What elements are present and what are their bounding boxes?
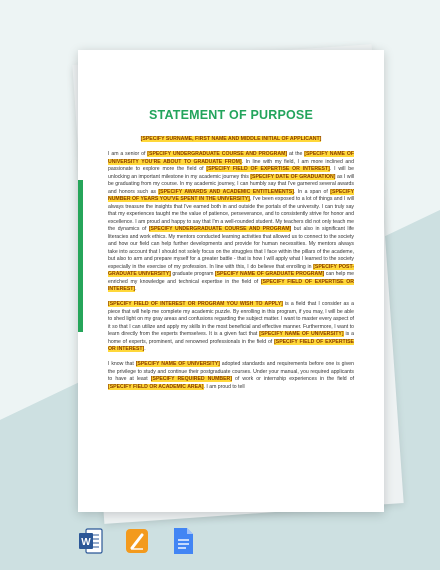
- body-text: at the: [287, 151, 305, 157]
- paragraph: [108, 301, 354, 354]
- placeholder-field: [SPECIFY DATE OF GRADUATION]: [250, 173, 336, 180]
- body-text: graduate program: [170, 271, 215, 277]
- app-icon-row: [78, 527, 196, 555]
- placeholder-field: [SPECIFY FIELD OF INTEREST OR PROGRAM YOU WISH TO APPLY]: [108, 301, 283, 307]
- body-text: as I will be graduating from my course. In my academic journey, I can humbly say that I've garnered several awards and honors such as: [108, 173, 355, 195]
- body-text: . In line with my field, I am more inclined and passionate to explore more the field of: [108, 158, 354, 172]
- document-page: [78, 50, 384, 512]
- placeholder-field: [SPECIFY NAME OF UNIVERSITY]: [135, 361, 220, 367]
- body-text: can help me enriched my knowledge and technical expertise in the field of: [108, 271, 354, 285]
- placeholder-field: [SPECIFY FIELD OF EXPERTISE OR INTEREST]: [206, 166, 330, 172]
- paragraph: [108, 361, 354, 391]
- placeholder-field: [SPECIFY AWARDS AND ACADEMIC ENTITLEMENTS]: [158, 188, 294, 195]
- placeholder-field: [SPECIFY NAME OF GRADUATE PROGRAM]: [214, 271, 325, 277]
- body-text: of work or internship experiences in the field of: [231, 376, 354, 382]
- placeholder-field: [SPECIFY UNDERGRADUATE COURSE AND PROGRAM]: [147, 151, 288, 157]
- body-text: adopted standards and requirements before one is given the privilege to study and continue their postgraduate courses. Under your manual, you required applicants to have at least: [108, 361, 354, 382]
- body-text: . In a span of: [293, 188, 331, 195]
- body-text: I know that: [108, 361, 136, 367]
- placeholder-field: [SPECIFY REQUIRED NUMBER]: [150, 376, 232, 382]
- svg-text:W: W: [81, 537, 91, 548]
- body-text: is a field that I consider as a piece that will help me complete my academic puzzle. By enrolling in this program, if you may, I will be able to shed light on my gray areas and confusions regarding the subject matter. I want to master every aspect of it so that I can utilize and apply my skills in the most beneficial and effective manner. Furthermore, I want to learn directly from the experts themselves. It is a given fact that: [108, 301, 354, 337]
- placeholder-field: [SPECIFY NAME OF UNIVERSITY]: [259, 331, 344, 337]
- accent-bar: [78, 180, 83, 332]
- applicant-name-placeholder: [SPECIFY SURNAME, FIRST NAME AND MIDDLE INITIAL OF APPLICANT]: [140, 136, 322, 142]
- body-text: I am a senior of: [108, 151, 148, 157]
- paragraph: [108, 151, 354, 294]
- placeholder-field: [SPECIFY FIELD OR ACADEMIC AREA]: [108, 383, 204, 390]
- placeholder-field: [SPECIFY POST-GRADUATE UNIVERSITY]: [108, 263, 355, 277]
- placeholder-field: [SPECIFY UNDERGRADUATE COURSE AND PROGRAM]: [148, 226, 292, 232]
- body-text: . I will be unlocking an important milestone in my academic journey this: [108, 166, 355, 180]
- document-body: [108, 151, 354, 399]
- body-text: , I've been exposed to a lot of things and I will always treasure the insights that I've earned both in and outside the portals of the university. I can truly say that my experiences taught me the value of patience, perseverance, and to consistently strive for honor and excellence. I am proud and happy to say that I'm a well-rounded student. My teachers did not only teach me the dynamics of: [108, 196, 354, 232]
- body-text: .: [135, 286, 137, 292]
- body-text: .: [144, 346, 146, 352]
- placeholder-field: [SPECIFY FIELD OF EXPERTISE OR INTEREST]: [108, 278, 354, 292]
- pages-icon[interactable]: [124, 527, 150, 555]
- page-title: STATEMENT OF PURPOSE: [149, 108, 313, 122]
- google-docs-icon[interactable]: [170, 527, 196, 555]
- placeholder-field: [SPECIFY NUMBER OF YEARS YOU'VE SPENT IN THE UNIVERSITY]: [108, 188, 355, 202]
- body-text: but also in significant life literacies and work ethics. My mentors conducted learning activities that allowed us to connect to the society and how our field can help further developments and provide for human necessities. My mentors always take into account that I should not solely focus on the struggles that I face within the pillars of the academe, but also to arm and prepare myself for a greater battle - that is how I will apply what I learned to the society especially in the exercise of my profession. In line with this, I do believe that enrolling in: [108, 226, 354, 270]
- body-text: is a home of experts, prominent, and renowned professionals in the field of: [108, 331, 354, 345]
- placeholder-field: [SPECIFY NAME OF UNIVERSITY YOU'RE ABOUT TO GRADUATE FROM]: [108, 151, 354, 165]
- body-text: . I am proud to tell: [203, 383, 245, 390]
- word-icon[interactable]: [78, 527, 104, 555]
- placeholder-field: [SPECIFY FIELD OF EXPERTISE OR INTEREST]: [108, 338, 354, 352]
